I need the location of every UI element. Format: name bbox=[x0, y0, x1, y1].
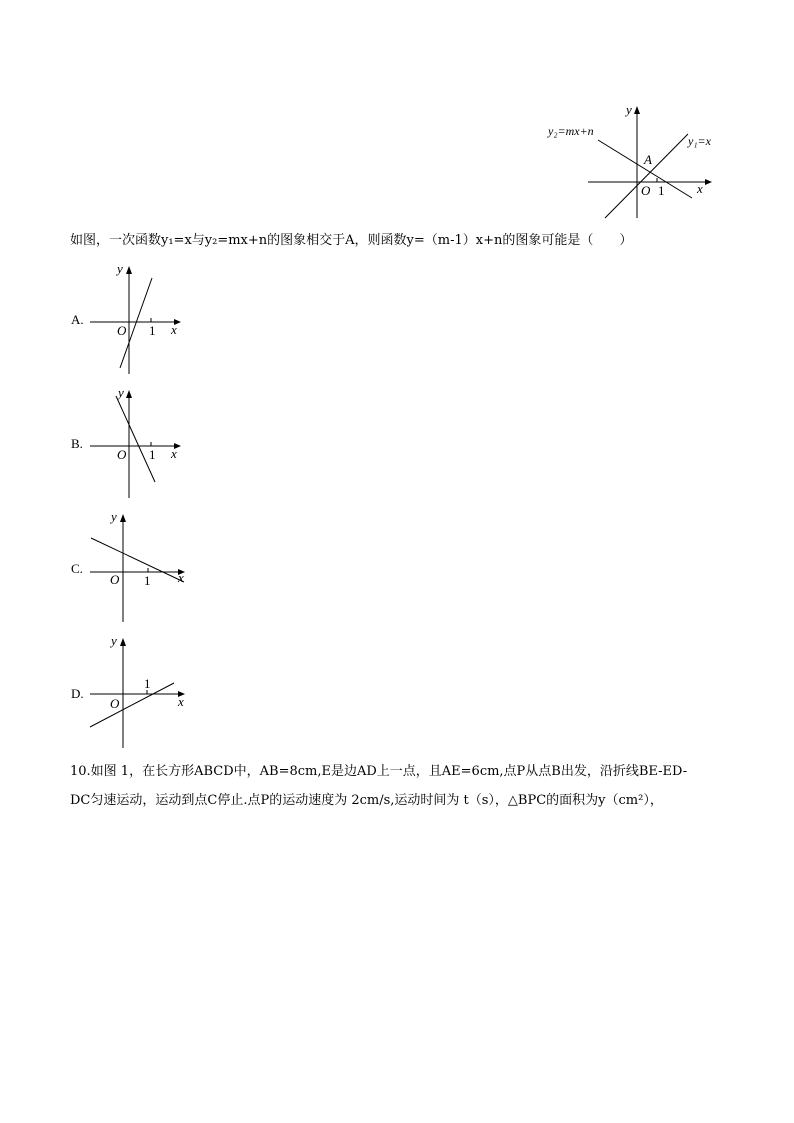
option-d-y-arrow bbox=[120, 638, 126, 646]
y1-label: y₁=x bbox=[688, 134, 711, 148]
main-x-arrow bbox=[705, 179, 712, 185]
main-figure bbox=[540, 100, 730, 225]
option-a-tick-label: 1 bbox=[149, 323, 156, 338]
option-c-y-arrow bbox=[120, 514, 126, 522]
option-a-label: A. bbox=[71, 312, 84, 327]
question-9 bbox=[70, 231, 632, 251]
main-tick-label: 1 bbox=[658, 183, 665, 198]
option-a-graph bbox=[88, 262, 188, 377]
main-y-label: y bbox=[626, 102, 632, 117]
question-9-text: 如图，一次函数y₁=x与y₂=mx+n的图象相交于A，则函数y=（m-1）x+n的图象可能是（ ） bbox=[70, 233, 633, 248]
question-10-line2: DC匀速运动，运动到点C停止.点P的运动速度为 2cm/s,运动时间为 t（s），△BPC的面积为y（cm²）， bbox=[70, 793, 663, 808]
main-origin-label: O bbox=[641, 183, 651, 198]
option-d-graph bbox=[88, 634, 193, 754]
option-d-label: D. bbox=[71, 686, 84, 701]
option-c-line bbox=[91, 538, 184, 582]
option-c-y-label: y bbox=[111, 510, 117, 524]
option-a-origin: O bbox=[117, 323, 127, 338]
option-b-x-label: x bbox=[171, 446, 177, 461]
option-d-line bbox=[90, 683, 174, 727]
option-c-origin: O bbox=[110, 572, 120, 587]
option-c-x-label: x bbox=[178, 570, 184, 585]
y2-label: y₂=mx+n bbox=[548, 124, 594, 138]
line-y1 bbox=[605, 134, 688, 218]
option-d-origin: O bbox=[110, 696, 120, 711]
option-d-tick-label: 1 bbox=[144, 676, 151, 691]
option-b-graph bbox=[88, 386, 188, 501]
main-y-arrow bbox=[634, 106, 640, 114]
option-b-y-label: y bbox=[118, 386, 124, 400]
option-c-label: C. bbox=[71, 561, 83, 576]
option-c-graph bbox=[88, 510, 193, 625]
question-10-line1: 10.如图 1，在长方形ABCD中，AB=8cm,E是边AD上一点，且AE=6cm,点P从点B出发，沿折线BE-ED- bbox=[70, 764, 688, 779]
option-d-x-label: x bbox=[178, 694, 184, 709]
option-b-tick-label: 1 bbox=[149, 447, 156, 462]
option-a-y-arrow bbox=[126, 266, 132, 274]
main-x-label: x bbox=[697, 181, 703, 196]
option-b-y-arrow bbox=[126, 390, 132, 398]
point-a-label: A bbox=[644, 152, 652, 167]
option-b-label: B. bbox=[71, 436, 83, 451]
option-c-tick-label: 1 bbox=[144, 573, 151, 588]
option-b-origin: O bbox=[117, 447, 127, 462]
option-a-x-label: x bbox=[171, 322, 177, 337]
option-b-line bbox=[116, 396, 155, 482]
option-a-y-label: y bbox=[117, 262, 123, 276]
option-d-y-label: y bbox=[111, 634, 117, 648]
